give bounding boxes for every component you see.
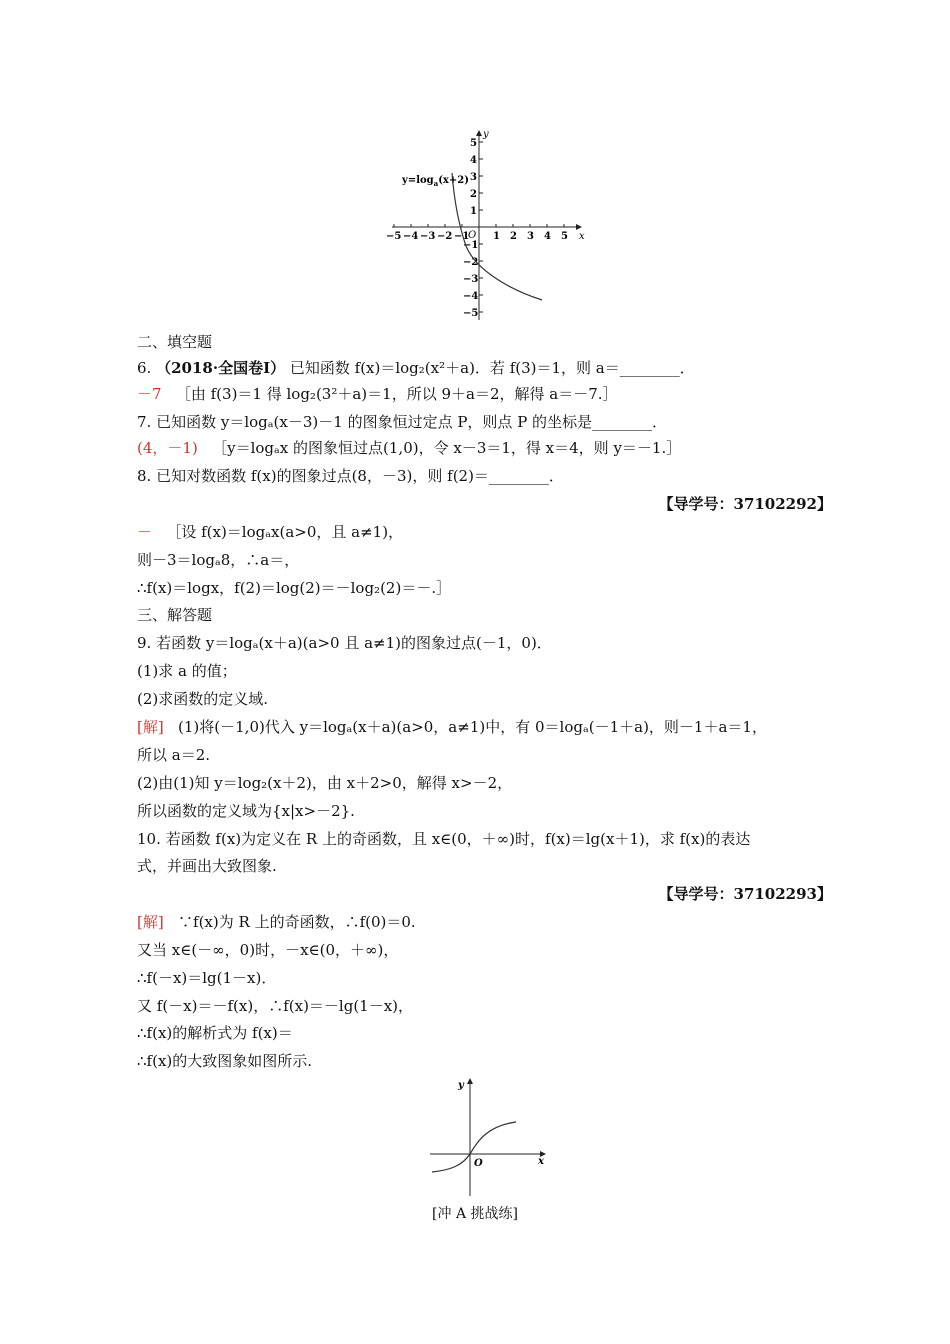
q7-text: 已知函数 y＝logₐ(x－3)－1 的图象恒过定点 P，则点 P 的坐标是________． — [156, 413, 668, 431]
q6-answer: －7 — [137, 385, 162, 403]
x-tick-label: 5 — [561, 231, 568, 242]
x-tick-label: −3 — [420, 231, 436, 242]
curve-label: $y=\log_a(x+2)$ — [402, 175, 469, 188]
y-tick-label: 4 — [470, 155, 477, 166]
x-tick-label: −4 — [403, 231, 419, 242]
question-6 — [137, 358, 695, 378]
y-axis-label: y — [483, 129, 489, 140]
x-tick-label: 2 — [510, 231, 517, 242]
q9-solution-tag: [解] — [137, 718, 164, 736]
fig2-x-label: x — [538, 1156, 544, 1167]
q8-ref-number: 【导学号：37102292】 — [658, 495, 832, 513]
q10-solution-1: ∵f(x)为 R 上的奇函数，∴f(0)＝0. — [178, 913, 416, 931]
y-tick-label: −5 — [463, 308, 479, 319]
q10-solution-1-line — [137, 912, 416, 932]
y-tick-label: −1 — [463, 240, 479, 251]
y-tick-label: 5 — [470, 138, 477, 149]
odd-function-figure — [428, 1076, 548, 1198]
q10-solution-4: 又 f(－x)＝－f(x)，∴f(x)＝－lg(1－x)， — [137, 997, 414, 1015]
section-heading-fill: 二、填空题 — [137, 333, 213, 351]
q10-ref-number: 【导学号：37102293】 — [658, 885, 832, 903]
x-tick-label: −1 — [454, 231, 470, 242]
q6-source: （2018·全国卷Ⅰ） — [156, 359, 286, 377]
q7-answer-line — [137, 438, 681, 458]
y-tick-label: 3 — [470, 172, 477, 183]
q8-num: 8. — [137, 467, 152, 485]
question-10 — [137, 829, 750, 849]
x-tick-label: 3 — [527, 231, 534, 242]
x-tick-label: −2 — [437, 231, 453, 242]
q6-solution: ［由 f(3)＝1 得 log₂(3²＋a)＝1，所以 9＋a＝2，解得 a＝－7.］ — [175, 385, 618, 403]
x-tick-label: −5 — [386, 231, 402, 242]
q9-solution-1-line — [137, 717, 767, 737]
q8-answer-line — [137, 522, 403, 542]
q6-text: 已知函数 f(x)＝log₂(x²＋a)．若 f(3)＝1，则 a＝________． — [289, 359, 695, 377]
fig2-y-label: y — [458, 1080, 464, 1091]
y-tick-label: 2 — [470, 189, 477, 200]
q9-solution-4: 所以函数的定义域为{x|x>－2}. — [137, 802, 355, 820]
q9-solution-1: (1)将(－1,0)代入 y＝logₐ(x＋a)(a>0，a≠1)中，有 0＝logₐ(－1＋a)，则－1＋a＝1， — [178, 718, 767, 736]
x-tick-label: 4 — [544, 231, 551, 242]
q8-solution-3: ∴f(x)＝logx，f(2)＝log(2)＝－log₂(2)＝－.］ — [137, 579, 452, 597]
q7-answer: (4，－1) — [137, 439, 198, 457]
q10-solution-tag: [解] — [137, 913, 164, 931]
q10-solution-3: ∴f(－x)＝lg(1－x)． — [137, 969, 277, 987]
q9-num: 9. — [137, 634, 152, 652]
q10-text-2: 式，并画出大致图象. — [137, 857, 277, 875]
y-tick-label: −2 — [463, 257, 479, 268]
q7-num: 7. — [137, 413, 152, 431]
q10-solution-6: ∴f(x)的大致图象如图所示. — [137, 1052, 313, 1070]
q10-num: 10. — [137, 830, 161, 848]
y-tick-label: −4 — [463, 291, 479, 302]
x-tick-label: 1 — [493, 231, 500, 242]
q7-solution: ［y＝logₐx 的图象恒过点(1,0)，令 x－3＝1，得 x＝4，则 y＝－1.］ — [212, 439, 682, 457]
section-heading-answer: 三、解答题 — [137, 606, 213, 624]
y-tick-label: −3 — [463, 274, 479, 285]
x-axis-label: x — [579, 231, 585, 242]
q6-num: 6. — [137, 359, 152, 377]
q10-solution-2: 又当 x∈(－∞，0)时，－x∈(0，＋∞)， — [137, 941, 399, 959]
question-9 — [137, 633, 552, 653]
q9-part-2: (2)求函数的定义域. — [137, 690, 269, 708]
q9-part-1: (1)求 a 的值； — [137, 662, 237, 680]
y-tick-label: 1 — [470, 206, 477, 217]
footer-caption: [冲 A 挑战练] — [432, 1206, 518, 1222]
q8-solution-1: ［设 f(x)＝logₐx(a>0，且 a≠1)， — [166, 523, 404, 541]
origin-label: O — [468, 230, 477, 241]
q9-solution-2: 所以 a＝2. — [137, 746, 211, 764]
question-7 — [137, 412, 667, 432]
q8-solution-2: 则－3＝logₐ8，∴a＝， — [137, 551, 300, 569]
question-8 — [137, 466, 564, 486]
q9-text: 若函数 y＝logₐ(x＋a)(a>0 且 a≠1)的图象过点(－1，0)． — [156, 634, 552, 652]
q10-text-1: 若函数 f(x)为定义在 R 上的奇函数，且 x∈(0，＋∞)时，f(x)＝lg(x＋1)，求 f(x)的表达 — [165, 830, 751, 848]
q9-solution-3: (2)由(1)知 y＝log₂(x＋2)，由 x＋2>0，解得 x>－2， — [137, 774, 513, 792]
q10-solution-5: ∴f(x)的解析式为 f(x)＝ — [137, 1024, 293, 1042]
q6-answer-line — [137, 384, 618, 404]
axis-ticks — [386, 138, 568, 319]
q8-text: 已知对数函数 f(x)的图象过点(8，－3)，则 f(2)＝________． — [156, 467, 564, 485]
q8-answer: － — [137, 523, 153, 541]
log-graph-figure — [380, 128, 590, 324]
fig2-origin-label: O — [474, 1158, 483, 1169]
